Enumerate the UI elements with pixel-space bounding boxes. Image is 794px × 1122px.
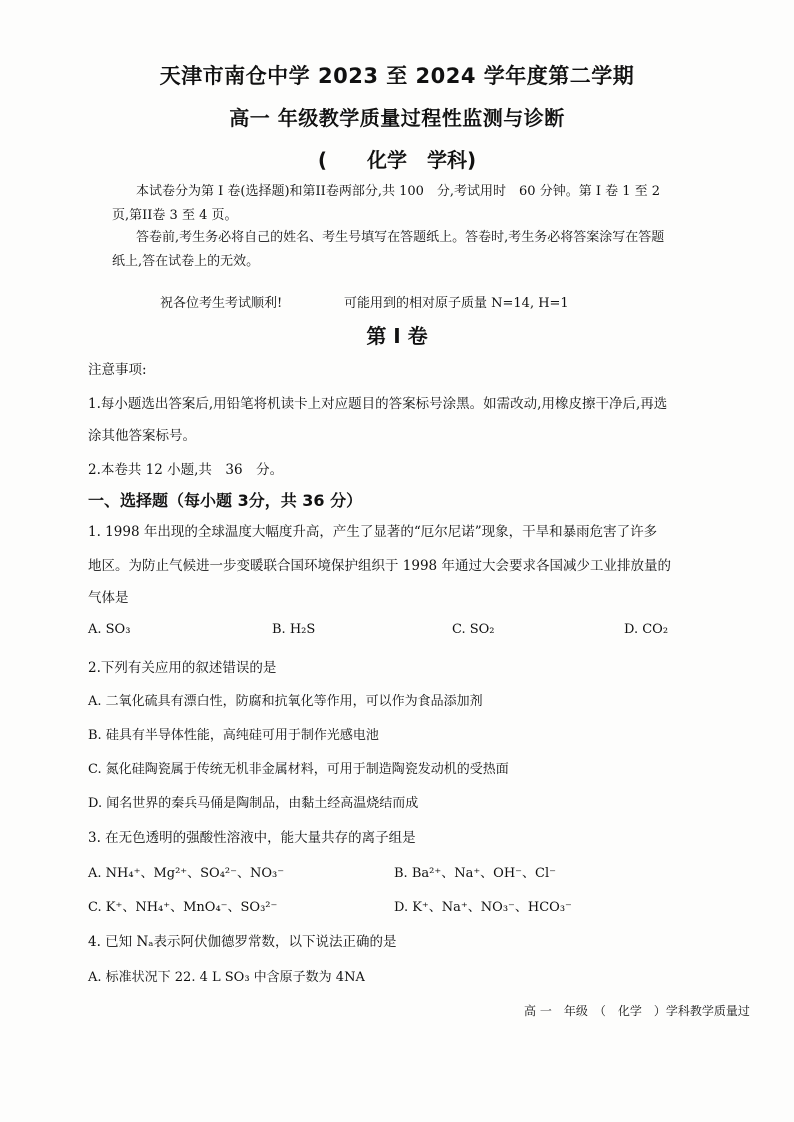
part-one-title: 第 I 卷 — [366, 324, 428, 348]
section-heading-multiple-choice: 一、选择题（每小题 3分，共 36 分） — [88, 491, 363, 510]
question-1-line-1: 1. 1998 年出现的全球温度大幅度升高，产生了显著的“厄尔尼诺”现象，干旱和暴雨危害了许多 — [88, 524, 658, 540]
notice-item-1-cont: 涂其他答案标号。 — [88, 428, 196, 444]
exam-title-grade: 高一 年级教学质量过程性监测与诊断 — [229, 106, 565, 130]
notice-heading: 注意事项: — [88, 362, 147, 378]
question-1-option-a: A. SO₃ — [88, 622, 131, 637]
question-3-stem: 3. 在无色透明的强酸性溶液中，能大量共存的离子组是 — [88, 830, 416, 846]
intro-paragraph-1-cont: 页,第II卷 3 至 4 页。 — [112, 208, 238, 223]
question-2-option-c: C. 氮化硅陶瓷属于传统无机非金属材料，可用于制造陶瓷发动机的受热面 — [88, 762, 509, 777]
good-luck-text: 祝各位考生考试顺利! — [160, 296, 283, 311]
question-1-line-3: 气体是 — [88, 590, 129, 606]
question-2-stem: 2.下列有关应用的叙述错误的是 — [88, 660, 277, 676]
question-3-option-a: A. NH₄⁺、Mg²⁺、SO₄²⁻、NO₃⁻ — [88, 866, 285, 881]
question-1-option-c: C. SO₂ — [452, 622, 495, 637]
exam-title-school: 天津市南仓中学 2023 至 2024 学年度第二学期 — [159, 64, 635, 88]
intro-paragraph-1: 本试卷分为第 I 卷(选择题)和第II卷两部分,共 100 分,考试用时 60 分钟。第 I 卷 1 至 2 — [136, 184, 661, 199]
page-footer: 高 一 年级 （ 化学 ）学科教学质量过 — [524, 1004, 750, 1018]
notice-item-1: 1.每小题选出答案后,用铅笔将机读卡上对应题目的答案标号涂黑。如需改动,用橡皮擦干净后,再选 — [88, 396, 668, 412]
question-4-option-a: A. 标准状况下 22. 4 L SO₃ 中含原子数为 4NA — [88, 970, 365, 985]
intro-paragraph-2: 答卷前,考生务必将自己的姓名、考生号填写在答题纸上。答卷时,考生务必将答案涂写在答题 — [136, 230, 665, 245]
notice-item-2: 2.本卷共 12 小题,共 36 分。 — [88, 462, 284, 478]
question-3-option-c: C. K⁺、NH₄⁺、MnO₄⁻、SO₃²⁻ — [88, 900, 278, 915]
question-4-stem: 4. 已知 Nₐ表示阿伏伽德罗常数，以下说法正确的是 — [88, 934, 397, 950]
question-1-line-2: 地区。为防止气候进一步变暖联合国环境保护组织于 1998 年通过大会要求各国减少工业排放量的 — [88, 558, 671, 574]
question-3-option-b: B. Ba²⁺、Na⁺、OH⁻、Cl⁻ — [394, 866, 557, 881]
question-1-option-b: B. H₂S — [272, 622, 316, 637]
question-2-option-d: D. 闻名世界的秦兵马俑是陶制品，由黏土经高温烧结而成 — [88, 796, 419, 811]
question-2-option-b: B. 硅具有半导体性能，高纯硅可用于制作光感电池 — [88, 728, 379, 743]
atomic-mass-text: 可能用到的相对原子质量 N=14, H=1 — [344, 296, 569, 311]
question-1-option-d: D. CO₂ — [624, 622, 669, 637]
question-3-option-d: D. K⁺、Na⁺、NO₃⁻、HCO₃⁻ — [394, 900, 572, 915]
intro-paragraph-2-cont: 纸上,答在试卷上的无效。 — [112, 254, 260, 269]
question-2-option-a: A. 二氧化硫具有漂白性，防腐和抗氧化等作用，可以作为食品添加剂 — [88, 694, 483, 709]
exam-title-subject: ( 化学 学科) — [317, 148, 477, 172]
